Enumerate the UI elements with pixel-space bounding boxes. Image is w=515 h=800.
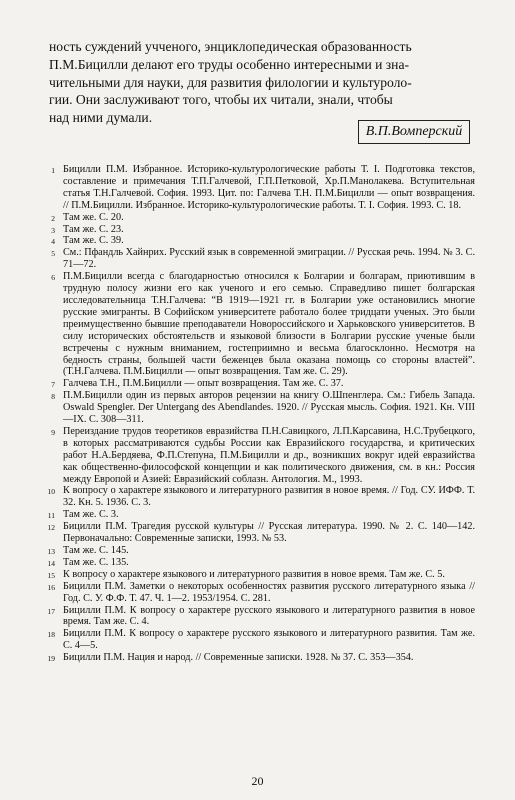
intro-line: ность суждений учченого, энциклопедическая образованность — [49, 39, 412, 54]
footnote — [43, 224, 475, 236]
footnote — [43, 521, 475, 545]
footnote — [43, 164, 475, 212]
footnote-number: 3 — [51, 225, 55, 235]
footnote-number: 12 — [47, 523, 55, 533]
footnote-number: 16 — [47, 582, 55, 592]
footnote-text: Там же. С. 23. — [63, 223, 124, 235]
intro-paragraph — [49, 38, 471, 127]
footnote — [43, 378, 475, 390]
footnote-text: Там же. С. 3. — [63, 509, 119, 521]
footnote-text: Там же. С. 39. — [63, 235, 124, 247]
footnote — [43, 509, 475, 521]
footnote-number: 14 — [47, 558, 55, 568]
footnote-number: 13 — [47, 547, 55, 556]
footnote-number: 11 — [47, 511, 55, 521]
footnote-number: 10 — [47, 487, 55, 497]
footnotes-list — [43, 164, 475, 664]
footnote — [43, 569, 475, 581]
footnote-number: 8 — [51, 392, 55, 402]
footnote — [43, 390, 475, 426]
footnote-text: П.М.Бицилли один из первых авторов рецензии на книгу О.Шпенглера. См.: Гибель Запада. Oswald Spengler. Der Untergang des Abendlandes. 1920. // Русская мысль. София. 1921. Кн. VIII—IX. С. 308—311. — [63, 390, 475, 426]
footnote-text: К вопросу о характере языкового и литературного развития в новое время. // Год. СУ. ИФФ. Т. 32. Кн. 5. 1936. С. 3. — [63, 485, 475, 509]
intro-line: над ними думали. — [49, 110, 153, 126]
footnote — [43, 605, 475, 629]
footnote-text: Там же. С. 20. — [63, 211, 124, 223]
footnote — [43, 212, 475, 224]
footnote — [43, 426, 475, 486]
footnote-text: Бицилли П.М. Нация и народ. // Современные записки. 1928. № 37. С. 353—354. — [63, 652, 414, 664]
footnote-number: 9 — [51, 427, 55, 437]
footnote-text: Бицилли П.М. Трагедия русской культуры // Русская литература. 1990. № 2. С. 140—142. Первоначально: Современные записки, 1993. № 53. — [63, 521, 475, 545]
footnote-number: 6 — [51, 273, 55, 283]
footnote-text: Бицилли П.М. К вопросу о характере русского языкового и литературного развития. Там же. С. 4—5. — [63, 628, 475, 652]
footnote-text: Бицилли П.М. Заметки о некоторых особенностях развития русского литературного языка // Год. С. У. Ф.Ф. Т. 47. Ч. 1—2. 1953/1954. С. 281. — [63, 580, 475, 604]
intro-line: чительными для науки, для развития филологии и культуроло- — [49, 74, 412, 90]
footnote-text: Там же. С. 135. — [63, 556, 129, 568]
footnote-text: Переиздание трудов теоретиков евразийства П.Н.Савицкого, Л.П.Карсавина, Н.С.Трубецкого, в которых рассматриваются судьбы России как Евразийского государства, и критических работ Н.А.Бердяева, Ф.П.Степуна, П.М.Бицилли и др., возникших вокруг идей евразийства как общественно-философской концепции и как политического движения, см. в кн.: Россия между Европой и Азией: Евразийский соблазн. Антология. М., 1993. — [63, 425, 475, 485]
footnote — [43, 235, 475, 247]
intro-line: гии. Они заслуживают того, чтобы их читали, знали, чтобы — [49, 92, 393, 108]
footnote-number: 18 — [47, 630, 55, 640]
footnote — [43, 652, 475, 664]
footnote-text: Бицилли П.М. К вопросу о характере русского языкового и литературного развития в новое время. Там же. С. 4. — [63, 604, 475, 628]
footnote-number: 1 — [51, 166, 55, 175]
footnote-text: Галчева Т.Н., П.М.Бицилли — опыт возвращения. Там же. С. 37. — [63, 378, 344, 390]
page-number: 20 — [251, 774, 264, 788]
footnote — [43, 581, 475, 605]
footnote — [43, 485, 475, 509]
footnote — [43, 545, 475, 557]
footnote-number: 5 — [51, 249, 55, 259]
footnote — [43, 247, 475, 271]
footnote-number: 2 — [51, 213, 55, 223]
footnote — [43, 628, 475, 652]
footnote-text: П.М.Бицилли всегда с благодарностью относился к Болгарии и болгарам, приютившим в трудную полосу жизни его как ученого и его семью. Справедливо пишет болгарская исследовательница Т.Н.Галчева: “В 1919—1921 гг. в Болгарии уже остановились многие русские эмигранты. В Софийском университете работало более тридцати ученых. Это были преимущественно бывшие преподаватели Новороссийского и Харьковского университетов. В силу исторических обстоятельств и языковой близости в Болгарии русские ученые были встречены с нужным вниманием, гостеприимно и весьма благосклонно. Несмотря на бедность страны, большей части беженцев была оказана помощь со стороны властей”. (Т.Н.Галчева. П.М.Бицилли — опыт возвращения. Там же. С. 29). — [63, 271, 475, 378]
footnote-number: 19 — [47, 654, 55, 664]
footnote-text: Бицилли П.М. Избранное. Историко-культурологические работы Т. I. Подготовка текстов, составление и примечания Т.П.Галчевой, Г.П.Петковой, Хр.П.Манолакева. Вступительная статья Т.Н.Галчевой. София. 1993. Цит. по: Галчева Т.Н. П.М.Бицилли — опыт возвращения. // П.М.Бицилли. Избранное. Историко-культурологические работы. Т. I. София. 1993. С. 18. — [63, 164, 475, 211]
footnote-number: 15 — [47, 570, 55, 580]
footnote-number: 17 — [47, 606, 55, 616]
footnote-text: К вопросу о характере языкового и литературного развития в новое время. Там же. С. 5. — [63, 568, 445, 580]
footnote — [43, 557, 475, 569]
footnote-text: Там же. С. 145. — [63, 545, 129, 556]
author-signature: В.П.Вомперский — [358, 120, 470, 144]
footnote-number: 4 — [51, 237, 55, 247]
intro-line: П.М.Бицилли делают его труды особенно интересными и зна- — [49, 56, 410, 72]
footnote — [43, 271, 475, 378]
footnote-number: 7 — [51, 380, 55, 390]
footnote-text: См.: Пфандль Хайнрих. Русский язык в современной эмиграции. // Русская речь. 1994. № 3. С. 71—72. — [63, 247, 475, 271]
